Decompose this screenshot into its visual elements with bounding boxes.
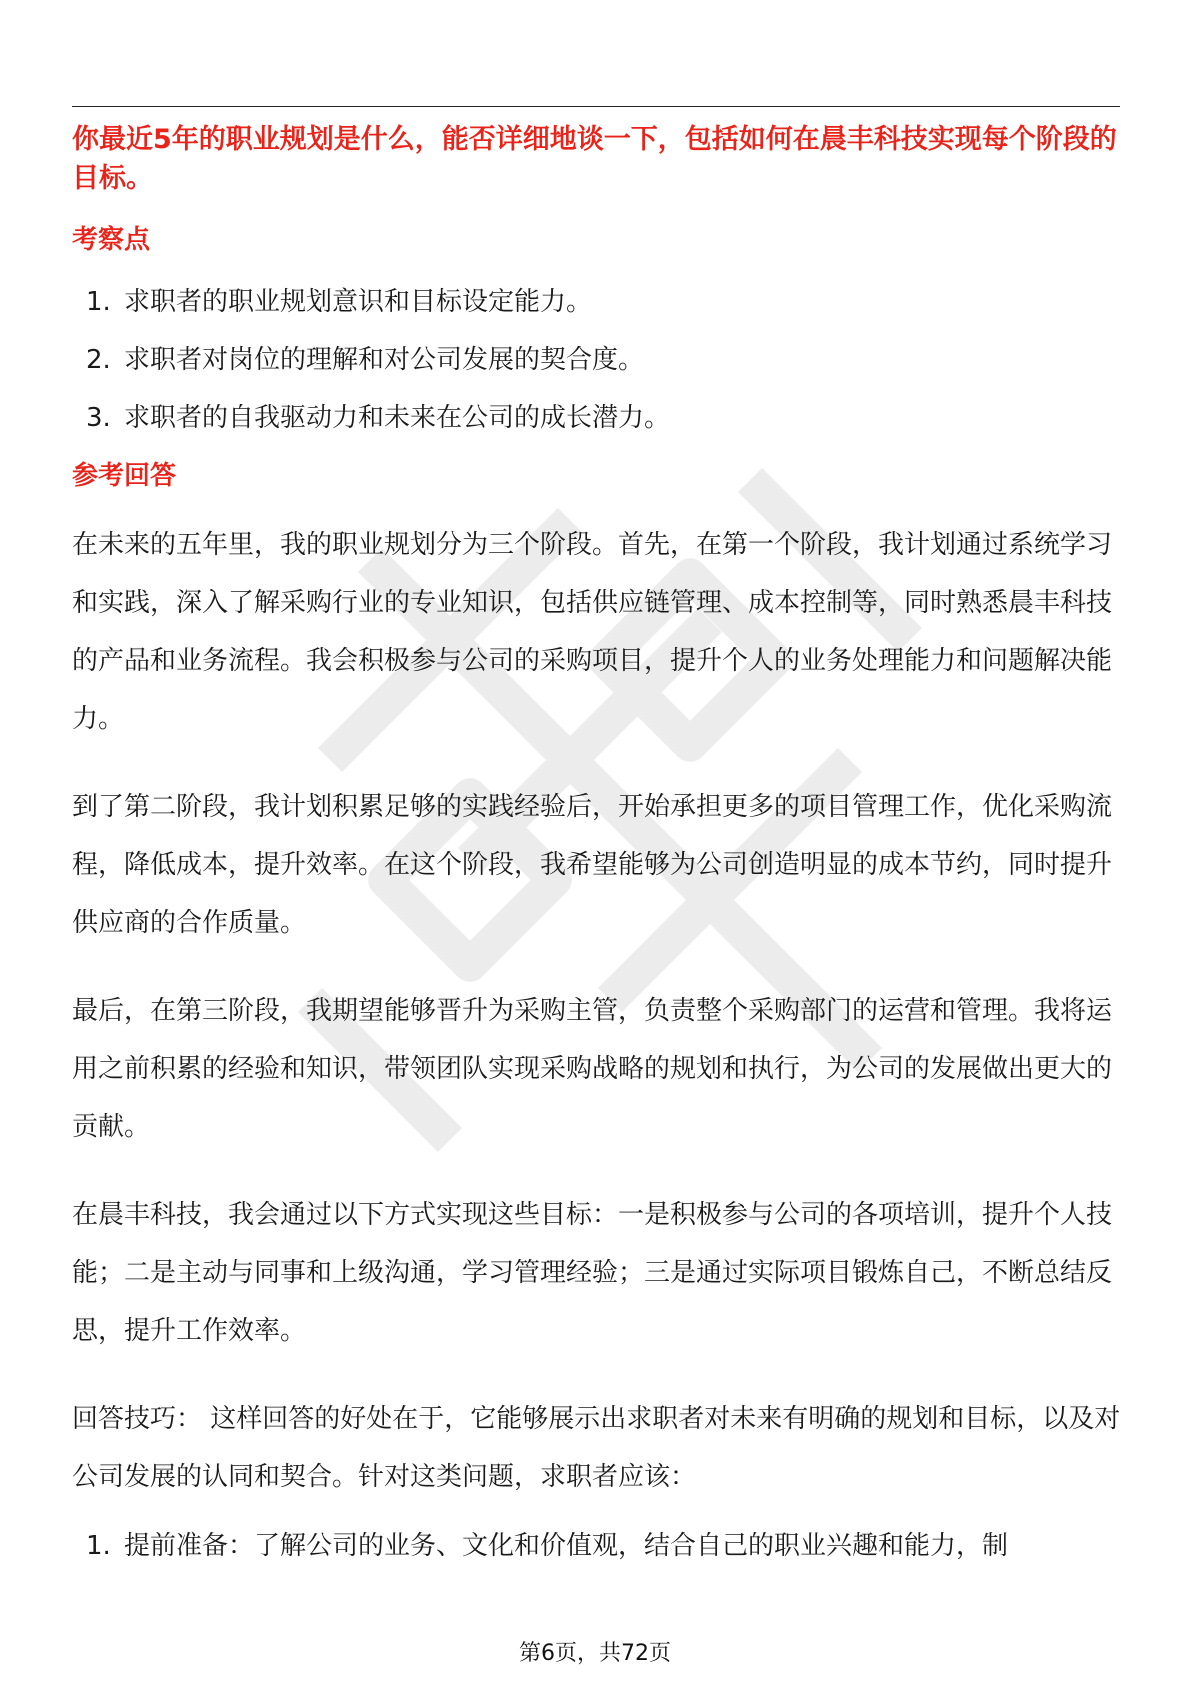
- page-footer: 第6页，共72页: [519, 1641, 671, 1666]
- answer-heading: 参考回答: [72, 461, 177, 491]
- list-item-text: 求职者对岗位的理解和对公司发展的契合度。: [124, 345, 645, 375]
- list-item-number: 3.: [86, 403, 111, 433]
- examination-list: [72, 284, 1122, 436]
- examination-heading: 考察点: [72, 225, 151, 255]
- question-title: 你最近5年的职业规划是什么，能否详细地谈一下，包括如何在晨丰科技实现每个阶段的目标。: [72, 124, 1117, 194]
- answer-tips-paragraph: 回答技巧： 这样回答的好处在于，它能够展示出求职者对未来有明确的规划和目标，以及对公司发展的认同和契合。针对这类问题，求职者应该：: [72, 1404, 1121, 1492]
- list-item-text: 求职者的职业规划意识和目标设定能力。: [124, 287, 593, 317]
- document-body: [72, 120, 1122, 1564]
- list-item-number: 2.: [86, 345, 111, 375]
- list-item-text: 提前准备：了解公司的业务、文化和价值观，结合自己的职业兴趣和能力，制: [124, 1531, 1009, 1561]
- list-item: [72, 284, 1122, 320]
- list-item-number: 1.: [86, 287, 111, 317]
- answer-paragraph: 最后，在第三阶段，我期望能够晋升为采购主管，负责整个采购部门的运营和管理。我将运用之前积累的经验和知识，带领团队实现采购战略的规划和执行，为公司的发展做出更大的贡献。: [72, 996, 1113, 1142]
- tips-list: [72, 1528, 1122, 1564]
- answer-paragraph: 在未来的五年里，我的职业规划分为三个阶段。首先，在第一个阶段，我计划通过系统学习和实践，深入了解采购行业的专业知识，包括供应链管理、成本控制等，同时熟悉晨丰科技的产品和业务流程。我会积极参与公司的采购项目，提升个人的业务处理能力和问题解决能力。: [72, 530, 1113, 734]
- list-item-number: 1.: [86, 1531, 111, 1561]
- list-item: [72, 342, 1122, 378]
- top-divider: [72, 106, 1120, 107]
- answer-paragraph: 到了第二阶段，我计划积累足够的实践经验后，开始承担更多的项目管理工作，优化采购流程，降低成本，提升效率。在这个阶段，我希望能够为公司创造明显的成本节约，同时提升供应商的合作质量。: [72, 792, 1113, 938]
- answer-paragraph: 在晨丰科技，我会通过以下方式实现这些目标：一是积极参与公司的各项培训，提升个人技能；二是主动与同事和上级沟通，学习管理经验；三是通过实际项目锻炼自己，不断总结反思，提升工作效率。: [72, 1200, 1113, 1346]
- list-item: [72, 1528, 1122, 1564]
- list-item: [72, 400, 1122, 436]
- list-item-text: 求职者的自我驱动力和未来在公司的成长潜力。: [124, 403, 671, 433]
